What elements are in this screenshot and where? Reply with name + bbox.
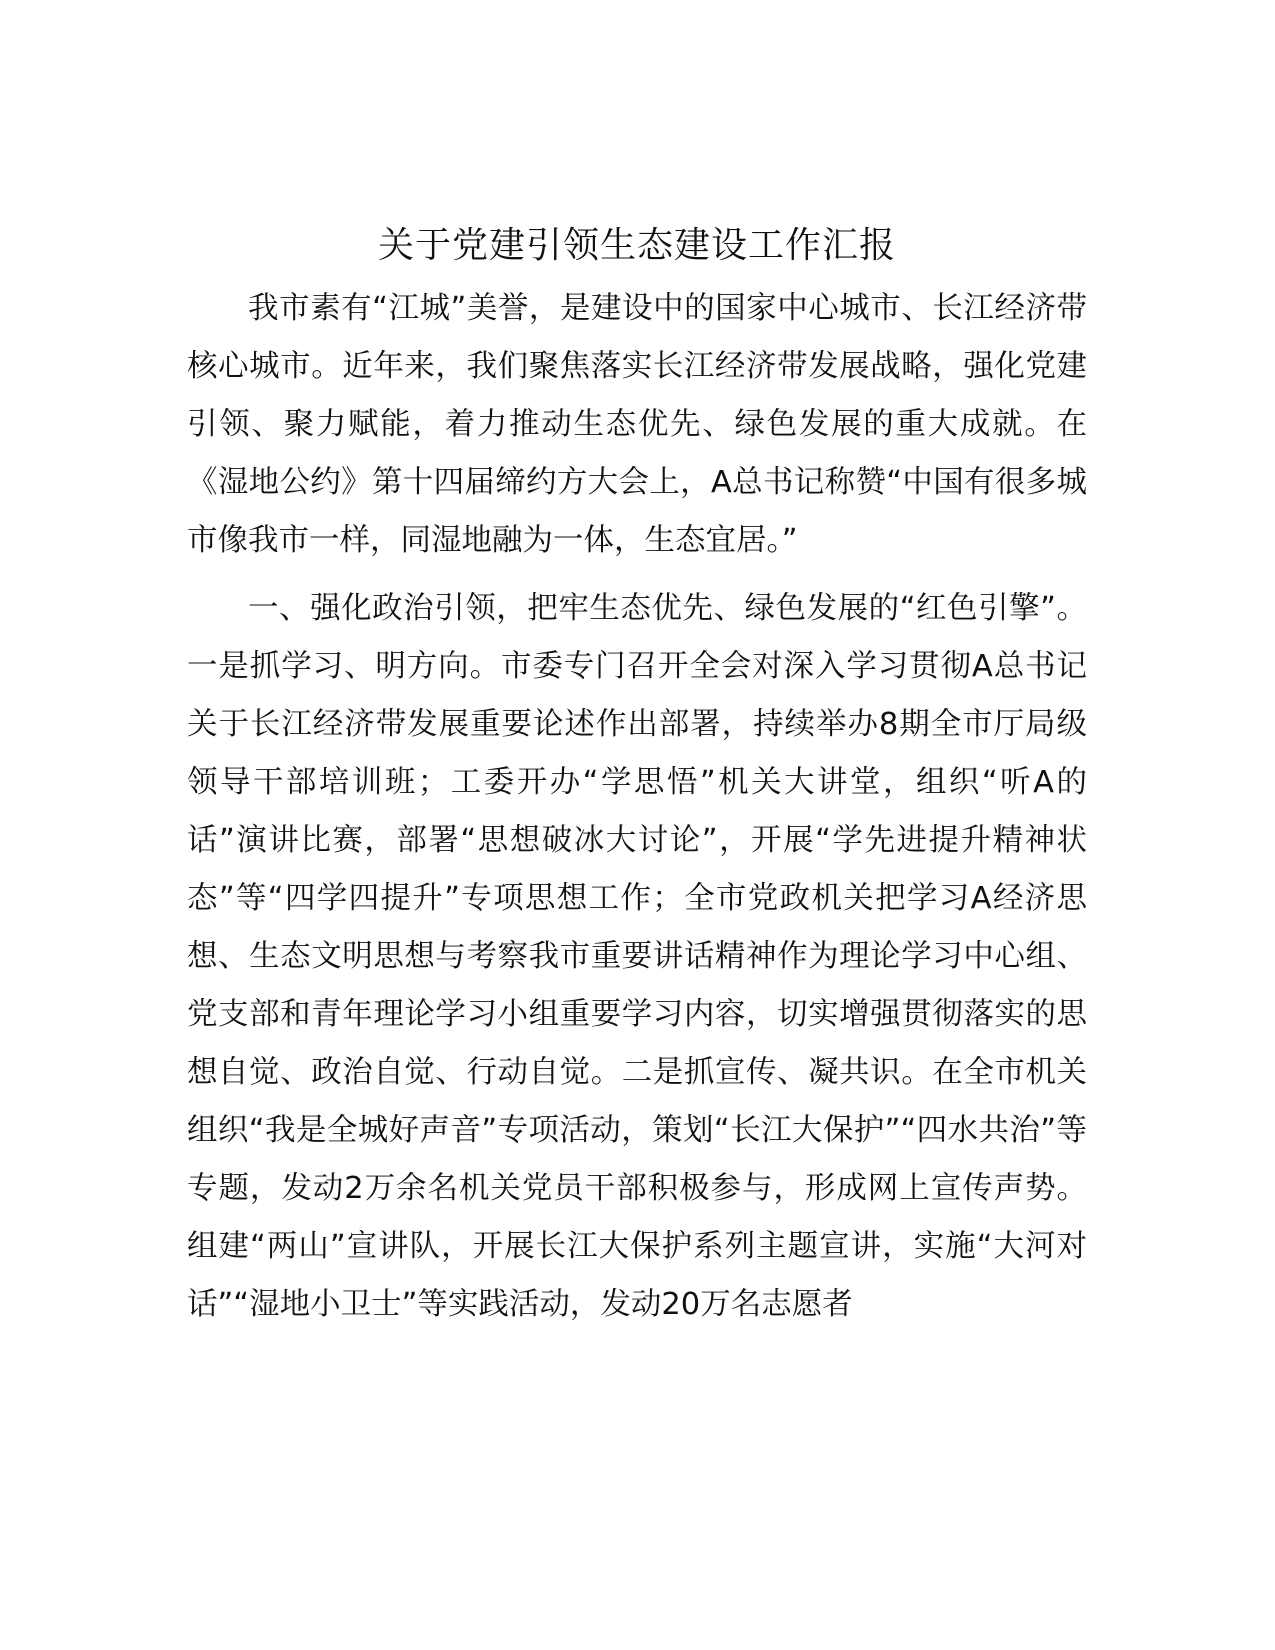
section-one-paragraph: 一、强化政治引领，把牢生态优先、绿色发展的“红色引擎”。一是抓学习、明方向。市委专门召开全会对深入学习贯彻A总书记关于长江经济带发展重要论述作出部署，持续举办8期全市厅局级领导干部培训班；工委开办“学思悟”机关大讲堂，组织“听A的话”演讲比赛，部署“思想破冰大讨论”，开展“学先进提升精神状态”等“四学四提升”专项思想工作；全市党政机关把学习A经济思想、生态文明思想与考察我市重要讲话精神作为理论学习中心组、党支部和青年理论学习小组重要学习内容，切实增强贯彻落实的思想自觉、政治自觉、行动自觉。二是抓宣传、凝共识。在全市机关组织“我是全城好声音”专项活动，策划“长江大保护”“四水共治”等专题，发动2万余名机关党员干部积极参与，形成网上宣传声势。组建“两山”宣讲队，开展长江大保护系列主题宣讲，实施“大河对话”“湿地小卫士”等实践活动，发动20万名志愿者 [187,591,1087,1322]
document-title: 关于党建引领生态建设工作汇报 [377,225,896,266]
document-page [187,222,1087,1334]
intro-paragraph: 我市素有“江城”美誉，是建设中的国家中心城市、长江经济带核心城市。近年来，我们聚焦落实长江经济带发展战略，强化党建引领、聚力赋能，着力推动生态优先、绿色发展的重大成就。在《湿地公约》第十四届缔约方大会上，A总书记称赞“中国有很多城市像我市一样，同湿地融为一体，生态宜居。” [187,291,1087,558]
